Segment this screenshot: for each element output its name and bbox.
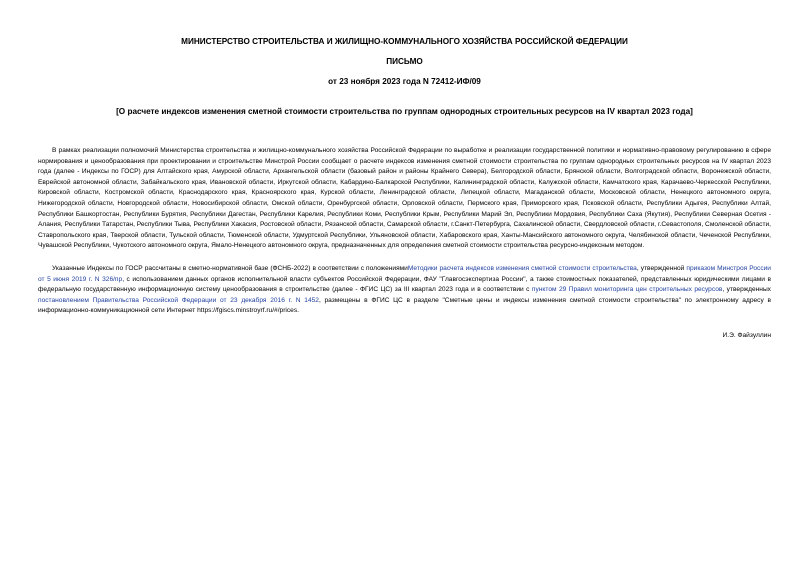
paragraph-text-2: , утвержденной [636, 264, 687, 272]
paragraph-text-5: , размещены в ФГИС ЦС в разделе "Сметные цены и индексы изменения сметной стоимости строительства" по электронному адресу в информационно-коммуникационной сети Интернет https://fgiscs.minstroyrf.ru/#/prices. [38, 296, 771, 315]
paragraph-text-1: Указанные Индексы по ГОСР рассчитаны в сметно-нормативной базе (ФСНБ-2022) в соответствии с положениями [52, 264, 408, 272]
document-body [38, 146, 771, 317]
paragraph-text-4: , утвержденных [722, 286, 771, 294]
document-subject: [О расчете индексов изменения сметной стоимости строительства по группам однородных строительных ресурсов на IV квартал 2023 года] [116, 107, 693, 116]
order-link[interactable]: приказом Минстроя России от 5 июня 2019 г. N 326/пр [38, 264, 771, 283]
paragraph-regions: В рамках реализации полномочий Министерства строительства и жилищно-коммунального хозяйства Российской Федерации по выработке и реализации государственной политики и нормативно-правовому регулированию в сфере нормирования и ценообразования при проектировании и строительстве Минстрой России сообщает о расчете индексов изменения сметной стоимости строительства по группам однородных строительных ресурсов на IV квартал 2023 года (далее - Индексы по ГОСР) для Алтайского края, Амурской области, Архангельской области (базовый район и районы Крайнего Севера), Белгородской области, Брянской области, Волгоградской области, Воронежской области, Еврейской автономной области, Забайкальского края, Ивановской области, Иркутской области, Кабардино-Балкарской Республики, Калининградской области, Калужской области, Камчатского края, Карачаево-Черкесской Республики, Кировской области, Костромской области, Краснодарского края, Красноярского края, Курской области, Ленинградской области, Липецкой области, Магаданской области, Московской области, Ненецкого автономного округа, Нижегородской области, Новгородской области, Новосибирской области, Омской области, Оренбургской области, Орловской области, Пермского края, Приморского края, Псковской области, Республики Адыгея, Республики Алтай, Республики Башкортостан, Республики Бурятия, Республики Дагестан, Республики Карелия, Республики Коми, Республики Крым, Республики Марий Эл, Республики Мордовия, Республики Саха (Якутия), Республики Северная Осетия - Алания, Республики Татарстан, Республики Тыва, Республики Хакасия, Ростовской области, Рязанской области, Самарской области, г.Санкт-Петербурга, Сахалинской области, Свердловской области, г.Севастополя, Смоленской области, Ставропольского края, Тверской области, Тульской области, Тюменской области, Удмуртской Республики, Ульяновской области, Хабаровского края, Ханты-Мансийского автономного округа, Челябинской области, Чеченской Республики, Чувашской Республики, Чукотского автономного округа, Ямало-Ненецкого автономного округа, предназначенных для определения сметной стоимости строительства ресурсно-индексным методом. [38, 147, 771, 250]
government-decree-link[interactable]: постановлением Правительства Российской Федерации от 23 декабря 2016 г. N 1452 [38, 296, 319, 304]
document-page [38, 30, 771, 341]
document-type: ПИСЬМО [386, 57, 423, 66]
monitoring-rules-link[interactable]: пунктом 29 Правил мониторинга цен строительных ресурсов [531, 286, 723, 294]
signature: И.Э. Файзуллин [722, 331, 771, 339]
paragraph-text-3: , с использованием данных органов исполнительной власти субъектов Российской Федерации, ФАУ "Главгосэкспертиза России", а также стоимостных показателей, представленных юридическими лицами в федеральную государственную информационную систему ценообразования в строительстве (далее - ФГИС ЦС) за III квартал 2023 года и в соответствии с [38, 275, 771, 294]
paragraph-calculation-basis [38, 264, 771, 317]
document-date-number: от 23 ноября 2023 года N 72412-ИФ/09 [328, 77, 481, 86]
methodology-link[interactable]: Методики расчета индексов изменения сметной стоимости строительства [407, 264, 637, 272]
ministry-name: МИНИСТЕРСТВО СТРОИТЕЛЬСТВА И ЖИЛИЩНО-КОММУНАЛЬНОГО ХОЗЯЙСТВА РОССИЙСКОЙ ФЕДЕРАЦИИ [181, 37, 628, 46]
